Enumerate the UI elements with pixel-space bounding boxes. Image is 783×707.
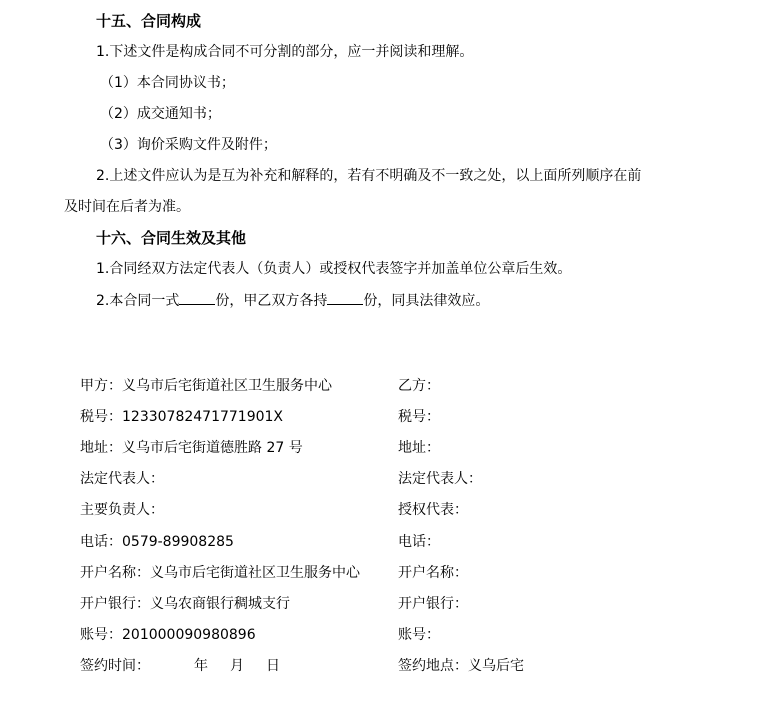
party-b-name: 乙方： (398, 378, 440, 394)
section-15-paragraph-2-line-2: 及时间在后者为准。 (64, 199, 190, 215)
sign-day-label: 日 (266, 658, 280, 674)
copies-text-b: 份，甲乙双方各持 (215, 293, 328, 309)
party-a-sign-time (80, 655, 280, 677)
party-b-phone: 电话： (398, 534, 440, 550)
party-a-legal-rep: 法定代表人： (80, 471, 164, 487)
party-a-name: 甲方：义乌市后宅街道社区卫生服务中心 (80, 378, 332, 394)
party-a-account-no: 账号：201000090980896 (80, 627, 256, 643)
party-b-address: 地址： (398, 440, 440, 456)
section-15-item-2: （2）成交通知书； (100, 106, 221, 122)
signature-row-tax (0, 406, 783, 428)
copies-total-blank (179, 290, 215, 305)
party-b-legal-rep: 法定代表人： (398, 471, 482, 487)
party-a-address: 地址：义乌市后宅街道德胜路 27 号 (80, 440, 303, 456)
signature-row-date-place (0, 655, 783, 677)
party-b-sign-place: 签约地点：义乌后宅 (398, 658, 524, 674)
party-a-principal: 主要负责人： (80, 502, 164, 518)
party-a-tax: 税号：12330782471771901X (80, 409, 284, 425)
sign-month-label: 月 (230, 658, 244, 674)
party-b-tax: 税号： (398, 409, 440, 425)
signature-row-account-name (0, 562, 783, 584)
party-b-auth-rep: 授权代表： (398, 502, 468, 518)
party-a-account-name: 开户名称：义乌市后宅街道社区卫生服务中心 (80, 565, 360, 581)
section-16-paragraph-2 (96, 290, 489, 311)
party-a-phone: 电话：0579-89908285 (80, 534, 234, 550)
copies-text-c: 份，同具法律效应。 (363, 293, 490, 309)
party-b-bank: 开户银行： (398, 596, 468, 612)
section-16-heading: 十六、合同生效及其他 (96, 229, 247, 247)
sign-time-label: 签约时间： (80, 658, 150, 674)
signature-row-account-no (0, 624, 783, 646)
party-b-account-no: 账号： (398, 627, 440, 643)
section-15-item-3: （3）询价采购文件及附件； (100, 137, 277, 153)
signature-row-phone (0, 531, 783, 553)
signature-row-representative (0, 499, 783, 521)
copies-each-blank (327, 290, 363, 305)
party-a-bank: 开户银行：义乌农商银行稠城支行 (80, 596, 290, 612)
section-15-paragraph-2-line-1: 2.上述文件应认为是互为补充和解释的，若有不明确及不一致之处，以上面所列顺序在前 (96, 168, 642, 184)
signature-row-bank (0, 593, 783, 615)
signature-row-name (0, 375, 783, 397)
party-b-account-name: 开户名称： (398, 565, 468, 581)
section-16-paragraph-1: 1.合同经双方法定代表人（负责人）或授权代表签字并加盖单位公章后生效。 (96, 261, 572, 277)
section-15-item-1: （1）本合同协议书； (100, 75, 235, 91)
section-15-paragraph-1: 1.下述文件是构成合同不可分割的部分，应一并阅读和理解。 (96, 44, 474, 60)
signature-row-address (0, 437, 783, 459)
section-15-heading: 十五、合同构成 (96, 12, 202, 30)
sign-year-label: 年 (194, 658, 208, 674)
copies-text-a: 2.本合同一式 (96, 293, 180, 309)
signature-row-legal-rep (0, 468, 783, 490)
